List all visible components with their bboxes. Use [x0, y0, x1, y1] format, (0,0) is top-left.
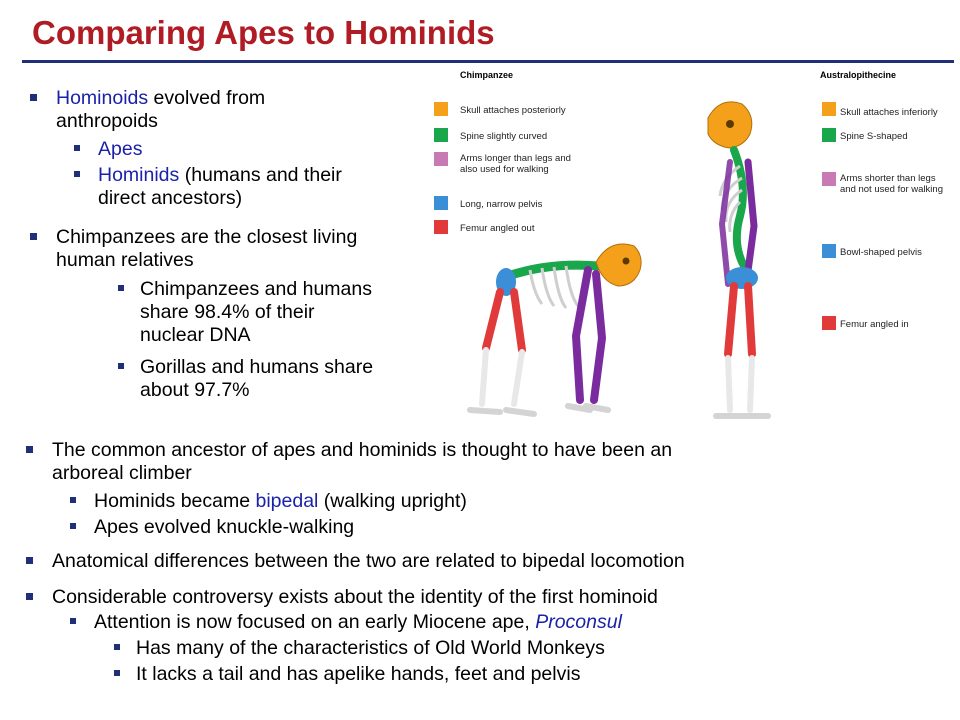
sub-bullet-hominids: Hominids (humans and their direct ancestors) — [98, 164, 342, 210]
bullet-marker — [74, 171, 80, 177]
bullet-marker — [30, 233, 37, 240]
austra-femur-far — [748, 286, 752, 354]
legend-label: Skull attaches posteriorly — [460, 105, 566, 116]
legend-label: also used for walking — [460, 164, 549, 175]
sub-sub-bullet-lacks-tail: It lacks a tail and has apelike hands, feet and pelvis — [136, 663, 580, 686]
legend-swatch-spine — [822, 128, 836, 142]
bullet-marker — [70, 523, 76, 529]
chimp-femur — [486, 292, 500, 348]
skeleton-comparison-figure — [430, 66, 960, 428]
australopithecine-skeleton — [708, 102, 768, 416]
legend-swatch-skull — [822, 102, 836, 116]
chimp-lower-leg-near — [514, 352, 522, 404]
chimp-foot — [470, 410, 500, 412]
legend-swatch-arms — [434, 152, 448, 166]
chimp-hand-near — [586, 406, 608, 410]
bullet-marker — [26, 446, 33, 453]
term-apes: Apes — [98, 138, 143, 160]
bullet-marker — [114, 644, 120, 650]
chimpanzee-skeleton — [470, 244, 641, 414]
legend-label: Femur angled out — [460, 223, 535, 234]
austra-eye — [726, 120, 734, 128]
legend-label: Arms shorter than legs — [840, 173, 936, 184]
bullet-anatomical-differences: Anatomical differences between the two are related to bipedal locomotion — [52, 550, 685, 573]
skeleton-illustration — [430, 66, 960, 428]
chimp-foot-near — [506, 410, 534, 414]
chimpanzee-heading: Chimpanzee — [460, 70, 514, 80]
chimpanzee-legend — [434, 102, 571, 234]
legend-swatch-femur — [434, 220, 448, 234]
title-underline — [22, 60, 954, 63]
chimp-arm-near — [594, 274, 602, 400]
australopithecine-legend — [822, 102, 943, 330]
legend-swatch-pelvis — [434, 196, 448, 210]
legend-label: Bowl-shaped pelvis — [840, 247, 922, 258]
legend-label: Spine slightly curved — [460, 131, 548, 142]
term-proconsul: Proconsul — [535, 611, 622, 633]
bullet-marker — [118, 363, 124, 369]
legend-label: Arms longer than legs and — [460, 153, 571, 164]
bullet-marker — [26, 557, 33, 564]
bullet-marker — [70, 618, 76, 624]
sub-sub-bullet-old-world-monkeys: Has many of the characteristics of Old World Monkeys — [136, 637, 605, 660]
austra-arm — [746, 162, 754, 286]
legend-swatch-spine — [434, 128, 448, 142]
bullet-first-hominoid: Considerable controversy exists about the identity of the first hominoid — [52, 586, 658, 609]
chimp-eye — [623, 258, 630, 265]
slide-title: Comparing Apes to Hominids — [32, 14, 495, 51]
sub-bullet-proconsul: Attention is now focused on an early Miocene ape, Proconsul — [94, 611, 622, 634]
bullet-marker — [74, 145, 80, 151]
legend-label: and not used for walking — [840, 184, 943, 195]
sub-bullet-apes — [98, 138, 142, 161]
legend-swatch-pelvis — [822, 244, 836, 258]
austra-lower-leg-far — [750, 358, 752, 410]
bullet-marker — [114, 670, 120, 676]
bullet-marker — [118, 285, 124, 291]
legend-label: Femur angled in — [840, 319, 909, 330]
legend-swatch-skull — [434, 102, 448, 116]
sub-bullet-bipedal: Hominids became bipedal (walking upright) — [94, 490, 467, 513]
sub-bullet-chimp-dna: Chimpanzees and humans share 98.4% of their nuclear DNA — [140, 278, 372, 347]
legend-swatch-arms — [822, 172, 836, 186]
chimp-skull — [596, 244, 641, 286]
chimp-femur-near — [514, 292, 522, 350]
bullet-hominoids: Hominoids evolved from anthropoids — [56, 87, 265, 133]
sub-bullet-knuckle-walking: Apes evolved knuckle-walking — [94, 516, 354, 539]
bullet-common-ancestor: The common ancestor of apes and hominids is thought to have been an arboreal climber — [52, 439, 672, 485]
term-hominids: Hominids — [98, 164, 180, 186]
term-hominoids: Hominoids — [56, 87, 149, 109]
chimp-arm — [576, 270, 588, 400]
legend-label: Spine S-shaped — [840, 131, 908, 142]
legend-label: Skull attaches inferiorly — [840, 107, 938, 118]
australopithecine-heading: Australopithecine — [820, 70, 897, 80]
bullet-marker — [30, 94, 37, 101]
term-bipedal: bipedal — [255, 490, 319, 512]
sub-bullet-gorilla-dna: Gorillas and humans share about 97.7% — [140, 356, 373, 402]
legend-label: Long, narrow pelvis — [460, 199, 543, 210]
chimp-lower-leg — [482, 350, 486, 404]
legend-swatch-femur — [822, 316, 836, 330]
bullet-chimpanzees: Chimpanzees are the closest living human relatives — [56, 226, 357, 272]
austra-lower-leg — [728, 358, 730, 410]
bullet-marker — [26, 593, 33, 600]
bullet-marker — [70, 497, 76, 503]
austra-femur — [728, 286, 734, 354]
